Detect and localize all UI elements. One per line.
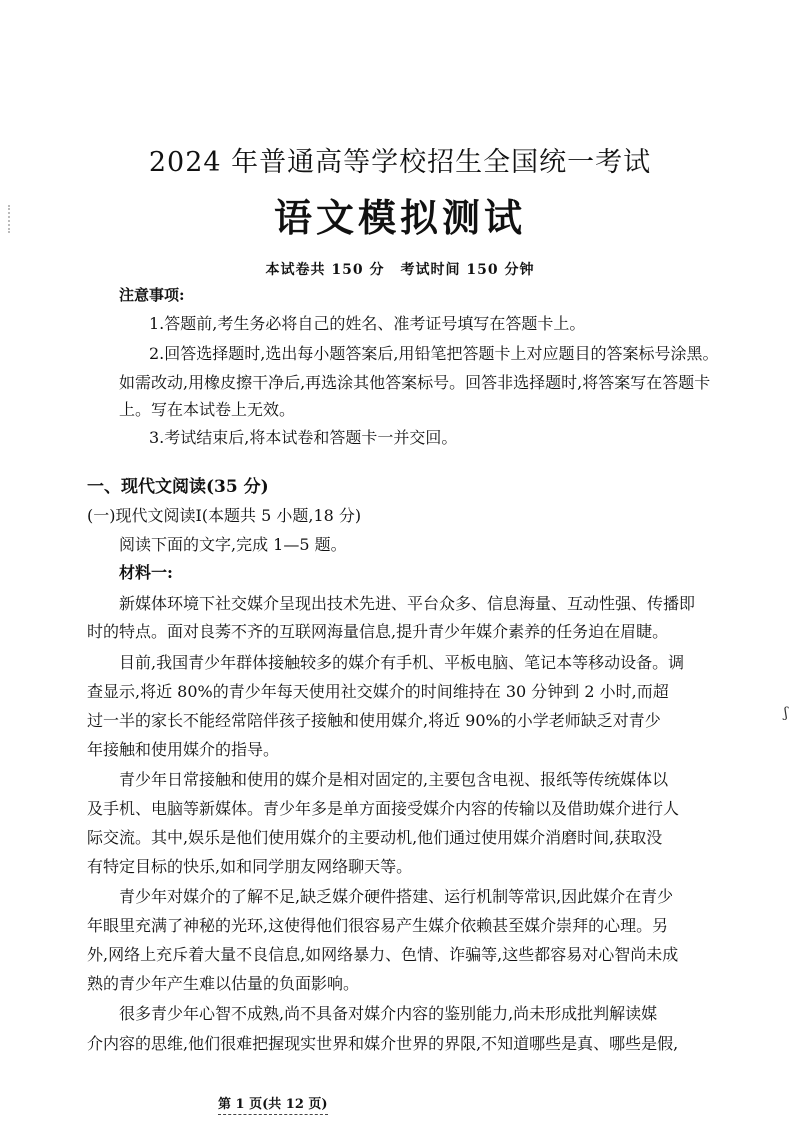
passage-line: 目前,我国青少年群体接触较多的媒介有手机、平板电脑、笔记本等移动设备。调 xyxy=(119,653,685,672)
scan-edge-mark: ʃ xyxy=(784,705,788,721)
passage-line: 很多青少年心智不成熟,尚不具备对媒介内容的鉴别能力,尚未形成批判解读媒 xyxy=(119,1004,658,1023)
passage-line: 年眼里充满了神秘的光环,这使得他们很容易产生媒介依赖甚至媒介崇拜的心理。另 xyxy=(87,916,669,935)
passage-line: 外,网络上充斥着大量不良信息,如网络暴力、色情、诈骗等,这些都容易对心智尚未成 xyxy=(87,945,679,964)
passage-line: 际交流。其中,娱乐是他们使用媒介的主要动机,他们通过使用媒介消磨时间,获取没 xyxy=(87,828,663,847)
passage-line: 青少年对媒介的了解不足,缺乏媒介硬件搭建、运行机制等常识,因此媒介在青少 xyxy=(119,887,674,906)
page-number: 第 1 页(共 12 页) xyxy=(218,1093,328,1115)
section-heading: 一、现代文阅读(35 分) xyxy=(87,477,269,497)
exam-title: 2024 年普通高等学校招生全国统一考试 xyxy=(148,147,652,178)
passage-line: 青少年日常接触和使用的媒介是相对固定的,主要包含电视、报纸等传统媒体以 xyxy=(119,770,669,789)
material-label: 材料一: xyxy=(119,563,173,582)
note-item-2-line-1: 2.回答选择题时,选出每小题答案后,用铅笔把答题卡上对应题目的答案标号涂黑。 xyxy=(149,344,719,363)
passage-line: 过一半的家长不能经常陪伴孩子接触和使用媒介,将近 90%的小学老师缺乏对青少 xyxy=(87,711,661,730)
exam-duration: 考试时间 150 分钟 xyxy=(400,262,535,278)
passage-line: 新媒体环境下社交媒介呈现出技术先进、平台众多、信息海量、互动性强、传播即 xyxy=(119,594,696,613)
passage-line: 时的特点。面对良莠不齐的互联网海量信息,提升青少年媒介素养的任务迫在眉睫。 xyxy=(87,622,669,641)
passage-line: 介内容的思维,他们很难把握现实世界和媒介世界的界限,不知道哪些是真、哪些是假, xyxy=(87,1034,679,1053)
total-score: 本试卷共 150 分 xyxy=(265,262,385,278)
exam-subtitle: 语文模拟测试 xyxy=(273,195,526,240)
passage-line: 有特定目标的快乐,如和同学朋友网络聊天等。 xyxy=(87,857,413,876)
section-sub-heading: (一)现代文阅读Ⅰ(本题共 5 小题,18 分) xyxy=(87,506,362,525)
exam-info xyxy=(0,259,800,279)
notes-heading: 注意事项: xyxy=(119,286,185,304)
note-item-3: 3.考试结束后,将本试卷和答题卡一并交回。 xyxy=(149,428,458,447)
passage-line: 熟的青少年产生难以估量的负面影响。 xyxy=(87,974,360,993)
reading-instruction: 阅读下面的文字,完成 1—5 题。 xyxy=(119,535,347,554)
note-item-1: 1.答题前,考生务必将自己的姓名、准考证号填写在答题卡上。 xyxy=(149,314,586,333)
passage-line: 年接触和使用媒介的指导。 xyxy=(87,740,280,759)
note-item-2-line-3: 上。写在本试卷上无效。 xyxy=(119,400,296,419)
passage-line: 及手机、电脑等新媒体。青少年多是单方面接受媒介内容的传输以及借助媒介进行人 xyxy=(87,799,680,818)
passage-line: 查显示,将近 80%的青少年每天使用社交媒介的时间维持在 30 分钟到 2 小时,而超 xyxy=(87,682,669,701)
note-item-2-line-2: 如需改动,用橡皮擦干净后,再选涂其他答案标号。回答非选择题时,将答案写在答题卡 xyxy=(119,373,711,392)
